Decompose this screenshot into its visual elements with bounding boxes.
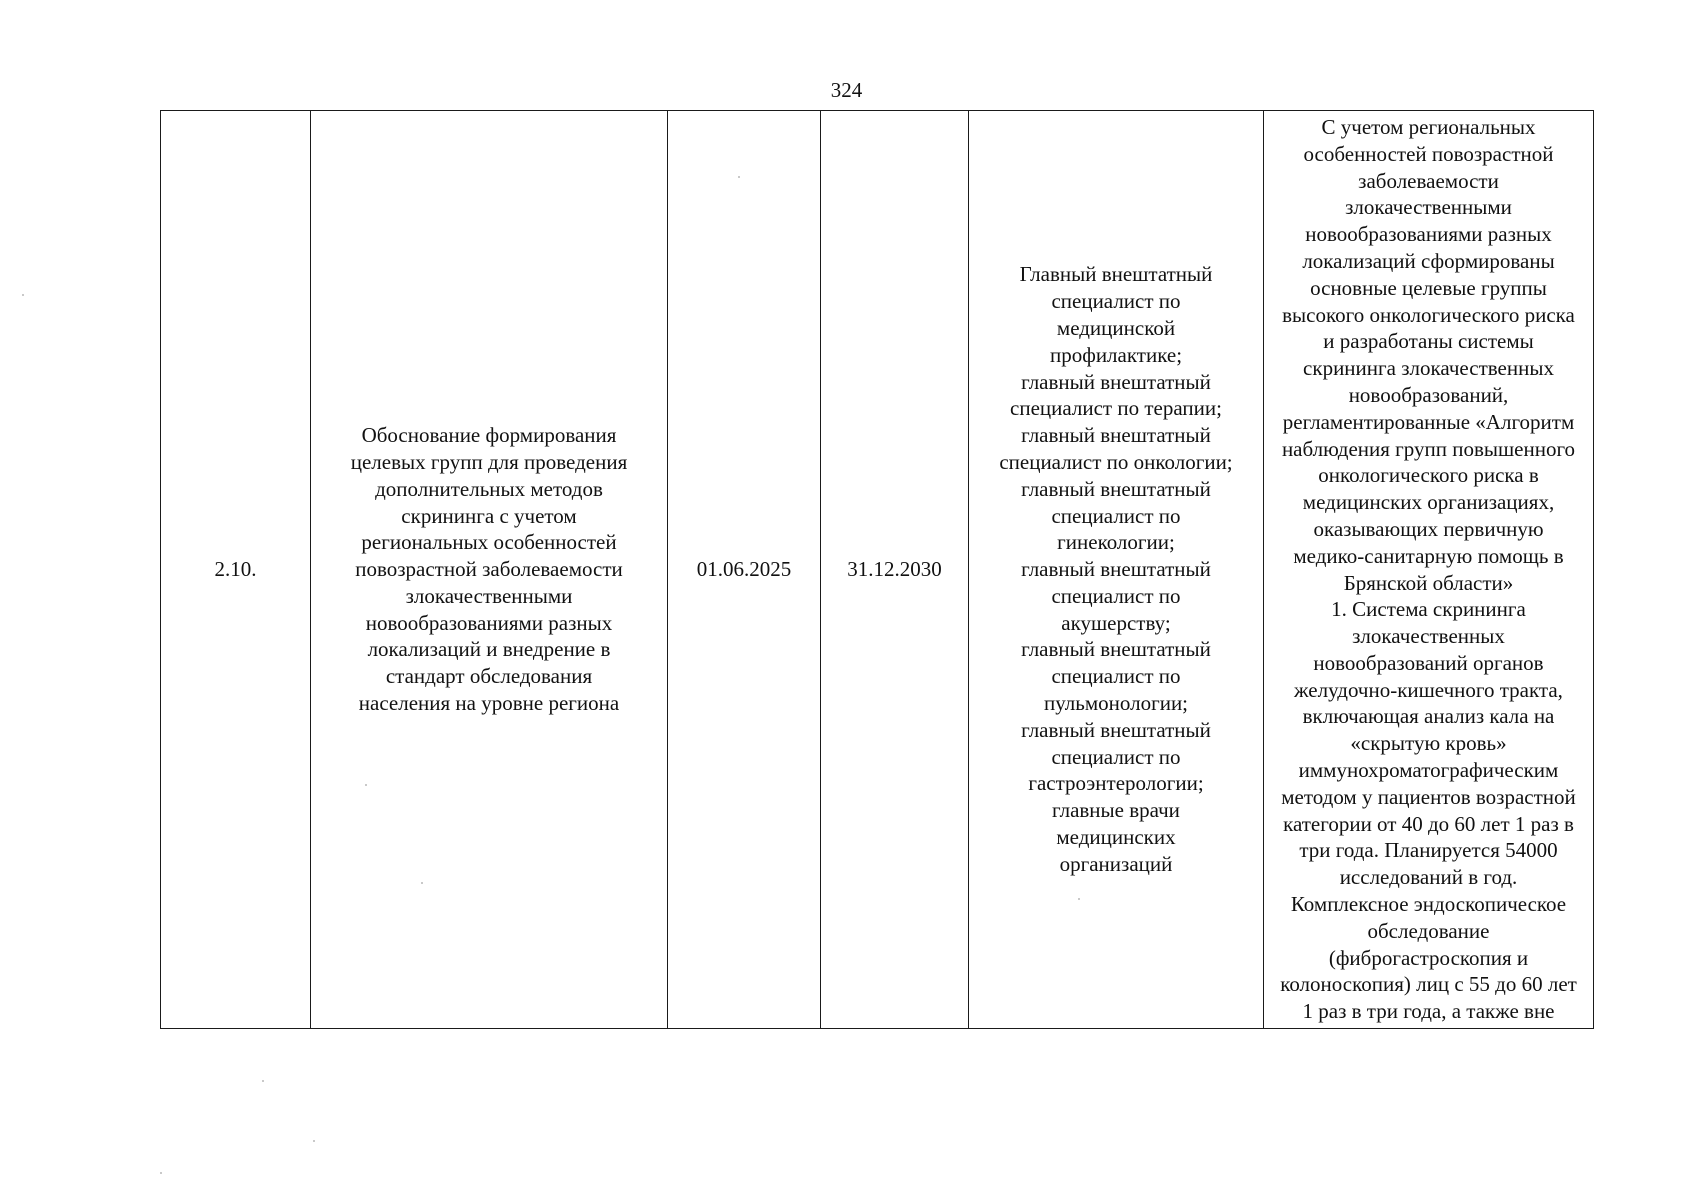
measure-name: Обоснование формирования целевых групп для проведения дополнительных методов скрининга с учетом региональных особенностей повозрастной заболеваемости злокачественными новообразованиями разных локализаций и внедрение в стандарт обследования населения на уровне региона — [350, 423, 628, 716]
table-row — [161, 111, 1594, 1029]
scan-speck — [738, 176, 740, 178]
measures-table — [160, 110, 1594, 1029]
page-number: 324 — [830, 78, 863, 102]
scan-speck — [262, 1080, 264, 1082]
responsible-cell — [969, 111, 1264, 1029]
start-date-cell — [668, 111, 821, 1029]
measure-name-cell — [311, 111, 668, 1029]
scan-speck — [421, 882, 423, 884]
result-cell — [1264, 111, 1594, 1029]
scan-speck — [160, 1172, 162, 1174]
end-date: 31.12.2030 — [847, 557, 942, 582]
scan-speck — [1078, 898, 1080, 900]
scan-speck — [22, 294, 24, 296]
row-number-cell — [161, 111, 311, 1029]
expected-result: С учетом региональных особенностей повозрастной заболеваемости злокачественными новообразованиями разных локализаций сформированы основные целевые группы высокого онкологического риска и разработаны системы скрининга злокачественных новообразований, регламентированные «Алгоритм наблюдения групп повышенного онкологического риска в медицинских организациях, оказывающих первичную медико-санитарную помощь в Брянской области» 1. Система скрининга злокачественных новообразований органов желудочно-кишечного тракта, включающая анализ кала на «скрытую кровь» иммунохроматографическим методом у пациентов возрастной категории от 40 до 60 лет 1 раз в три года. Планируется 54000 исследований в год. Комплексное эндоскопическое обследование (фиброгастроскопия и колоноскопия) лиц с 55 до 60 лет 1 раз в три года, а также вне — [1280, 114, 1577, 1024]
scan-speck — [365, 784, 367, 786]
responsible-persons: Главный внештатный специалист по медицинской профилактике; главный внештатный специалист по терапии; главный внештатный специалист по онкологии; главный внештатный специалист по гинекологии; главный внештатный специалист по акушерству; главный внештатный специалист по пульмонологии; главный внештатный специалист по гастроэнтерологии; главные врачи медицинских организаций — [999, 262, 1233, 876]
end-date-cell — [821, 111, 969, 1029]
start-date: 01.06.2025 — [696, 557, 792, 582]
row-number: 2.10. — [214, 557, 257, 582]
scan-speck — [313, 1140, 315, 1142]
